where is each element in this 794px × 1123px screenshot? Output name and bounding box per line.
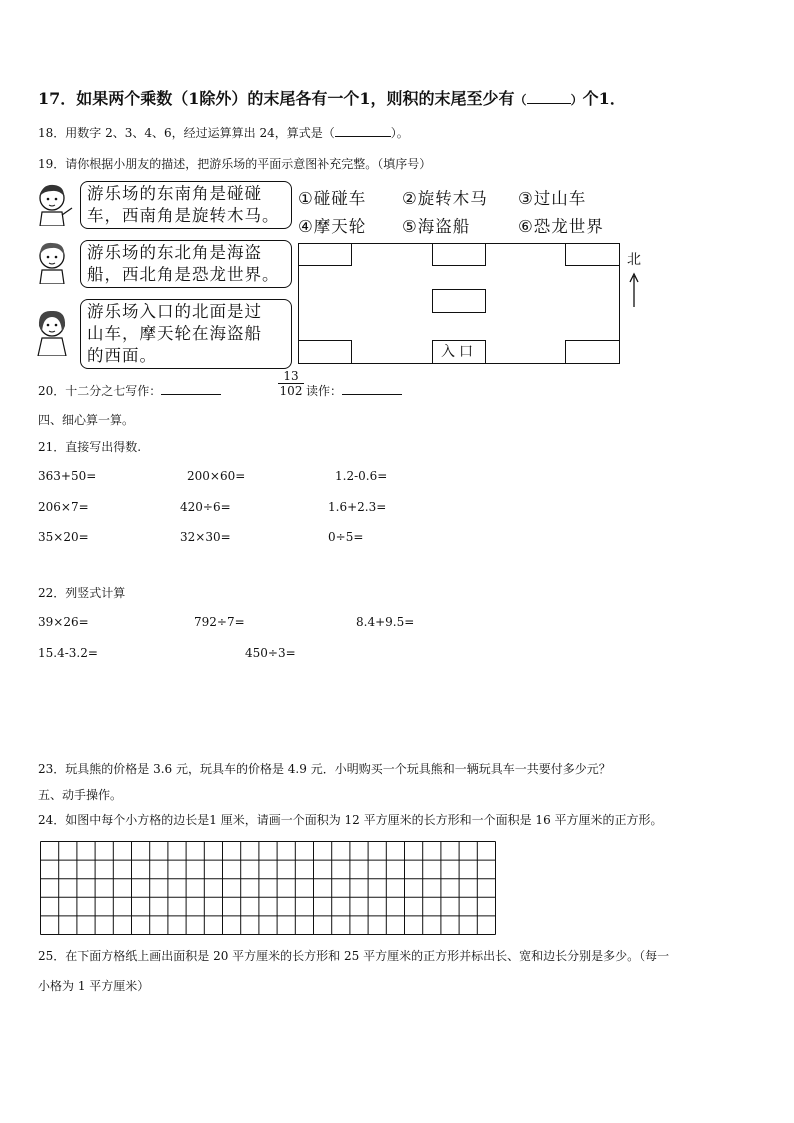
q20-read-label: 读作：: [306, 384, 343, 398]
q21-item: 1.6+2.3=: [328, 500, 387, 514]
question-20-write: [38, 382, 221, 399]
q18-tail: ）。: [390, 126, 409, 140]
speech-bubble-1: [80, 181, 292, 229]
north-arrow-icon: [628, 272, 640, 308]
q22-item: 792÷7=: [194, 615, 245, 629]
bubble-1-line-2: 车，西南角是旋转木马。: [87, 206, 280, 225]
q18-text: 18．用数字 2、3、4、6，经过运算算出 24，算式是（: [38, 126, 335, 140]
q17-paren-open: （: [514, 93, 527, 107]
child-2-illustration: [34, 240, 74, 284]
bubble-1-line-1: 游乐场的东南角是碰碰: [87, 184, 262, 203]
question-17: [38, 86, 626, 109]
bubble-3-line-3: 的西面。: [87, 346, 157, 365]
entrance-label: 入口: [441, 344, 477, 360]
option-2: ②旋转木马: [402, 189, 488, 208]
option-6: ⑥恐龙世界: [518, 217, 604, 236]
slot-north[interactable]: [432, 243, 486, 266]
slot-northwest[interactable]: [298, 243, 352, 266]
q17-answer-blank[interactable]: [527, 103, 571, 104]
child-3-illustration: [34, 308, 74, 356]
q20-read-blank[interactable]: [342, 394, 402, 395]
question-20-read: [306, 382, 402, 399]
option-3: ③过山车: [518, 189, 587, 208]
q21-item: 32×30=: [180, 530, 231, 544]
section-5-heading: 五、动手操作。: [38, 788, 123, 802]
slot-southwest[interactable]: [298, 340, 352, 364]
question-25-line-1: 25．在下面方格纸上画出面积是 20 平方厘米的长方形和 25 平方厘米的正方形并标出长、宽和边长分别是多少。（每一: [38, 949, 670, 963]
bubble-2-line-2: 船，西北角是恐龙世界。: [87, 265, 280, 284]
q20-write-label: 20．十二分之七写作：: [38, 384, 162, 398]
bubble-3-line-2: 山车，摩天轮在海盗船: [87, 324, 262, 343]
question-19: 19．请你根据小朋友的描述，把游乐场的平面示意图补充完整。（填序号）: [38, 157, 432, 171]
speech-bubble-2: [80, 240, 292, 288]
q20-fraction: [278, 369, 304, 398]
q17-paren-close: ）: [570, 93, 583, 107]
q21-item: 200×60=: [187, 469, 246, 483]
question-24: 24．如图中每个小方格的边长是1 厘米，请画一个面积为 12 平方厘米的长方形和一个面积是 16 平方厘米的正方形。: [38, 813, 663, 827]
question-18: [38, 124, 409, 141]
section-4-heading: 四、细心算一算。: [38, 413, 135, 427]
q22-item: 15.4-3.2=: [38, 646, 98, 660]
question-23: 23．玩具熊的价格是 3.6 元，玩具车的价格是 4.9 元．小明购买一个玩具熊和一辆玩具车一共要付多少元？: [38, 762, 611, 776]
fraction-numerator: 13: [278, 369, 304, 384]
square-grid[interactable]: [40, 841, 496, 935]
q22-item: 39×26=: [38, 615, 89, 629]
question-25-line-2: 小格为 1 平方厘米）: [38, 979, 150, 993]
q21-item: 1.2-0.6=: [335, 469, 388, 483]
q21-item: 420÷6=: [180, 500, 231, 514]
bubble-2-line-1: 游乐场的东北角是海盗: [87, 243, 262, 262]
park-map: [298, 243, 620, 364]
q21-item: 363+50=: [38, 469, 97, 483]
entrance-box: [432, 340, 486, 364]
north-label: 北: [627, 252, 641, 268]
option-4: ④摩天轮: [298, 217, 367, 236]
q21-item: 206×7=: [38, 500, 89, 514]
question-22-title: 22．列竖式计算: [38, 586, 126, 600]
slot-northeast[interactable]: [565, 243, 620, 266]
option-5: ⑤海盗船: [402, 217, 471, 236]
q21-item: 35×20=: [38, 530, 89, 544]
q21-item: 0÷5=: [328, 530, 364, 544]
speech-bubble-3: [80, 299, 292, 369]
slot-southeast[interactable]: [565, 340, 620, 364]
question-21-title: 21．直接写出得数.: [38, 440, 142, 454]
bubble-3-line-1: 游乐场入口的北面是过: [87, 302, 262, 321]
q20-write-blank[interactable]: [161, 394, 221, 395]
slot-center[interactable]: [432, 289, 486, 313]
child-1-illustration: [34, 182, 74, 226]
q17-text: 17．如果两个乘数（1除外）的末尾各有一个1，则积的末尾至少有: [38, 89, 515, 108]
option-1: ①碰碰车: [298, 189, 367, 208]
q22-item: 450÷3=: [245, 646, 296, 660]
q17-tail: 个1．: [582, 89, 626, 108]
q18-answer-blank[interactable]: [335, 136, 391, 137]
fraction-denominator: 102: [279, 384, 303, 398]
q22-item: 8.4+9.5=: [356, 615, 415, 629]
